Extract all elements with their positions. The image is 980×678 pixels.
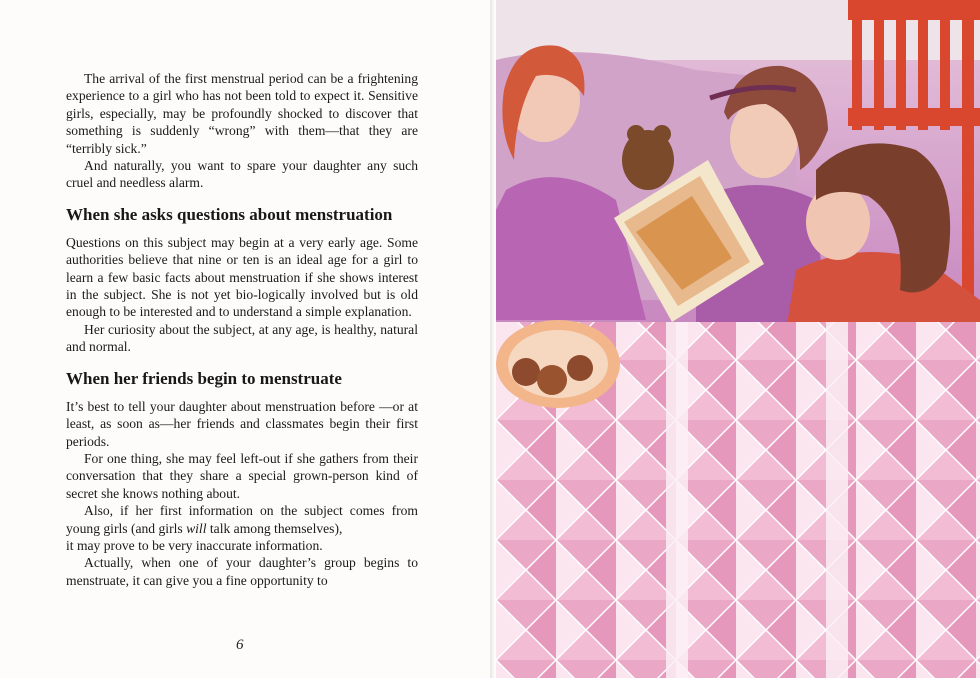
body-text [66,70,418,589]
para3-text-a: Also, if her first information on the subject comes from young girls (and girls [66,503,418,536]
section2-paragraph-4: Actually, when one of your daughter’s group begins to menstruate, it can give you a fine opportunity to [66,555,418,588]
cookie-plate [496,320,620,408]
section2-paragraph-3 [66,502,418,537]
intro-paragraph-1: The arrival of the first menstrual period can be a frightening experience to a girl who has not been told to expect it. Sensitive girls, especially, may be profoundly shocked to discover that something is suddenly “wrong” with them—that they are “terribly sick.” [66,71,418,156]
section2-paragraph-3-cont: it may prove to be very inaccurate information. [66,537,323,553]
section1-paragraph-1: Questions on this subject may begin at a very early age. Some authorities believe that nine or ten is an ideal age for a girl to learn a few basic facts about menstruation if she shows interest in the subject. She is not yet bio-logically involved but is old enough to be interested and to understand a simple explanation. [66,234,418,320]
section2-paragraph-2: For one thing, she may feel left-out if she gathers from their conversation that they share a special grown-person kind of secret she knows nothing about. [66,450,418,501]
page-number: 6 [236,637,244,653]
section-heading-questions: When she asks questions about menstruation [66,204,393,224]
section2-paragraph-1: It’s best to tell your daughter about menstruation before —or at least, as soon as—her friends and classmates begin their first periods. [66,398,418,449]
illustration-girls-reading [496,0,980,678]
teddy-bear [622,125,674,190]
section1-paragraph-2: Her curiosity about the subject, at any age, is healthy, natural and normal. [66,321,418,355]
para3-text-b: talk among themselves), [206,520,343,536]
para3-emphasis: will [186,520,207,536]
section-heading-friends: When her friends begin to menstruate [66,368,342,388]
intro-paragraph-2: And naturally, you want to spare your daughter any such cruel and needless alarm. [66,158,418,191]
